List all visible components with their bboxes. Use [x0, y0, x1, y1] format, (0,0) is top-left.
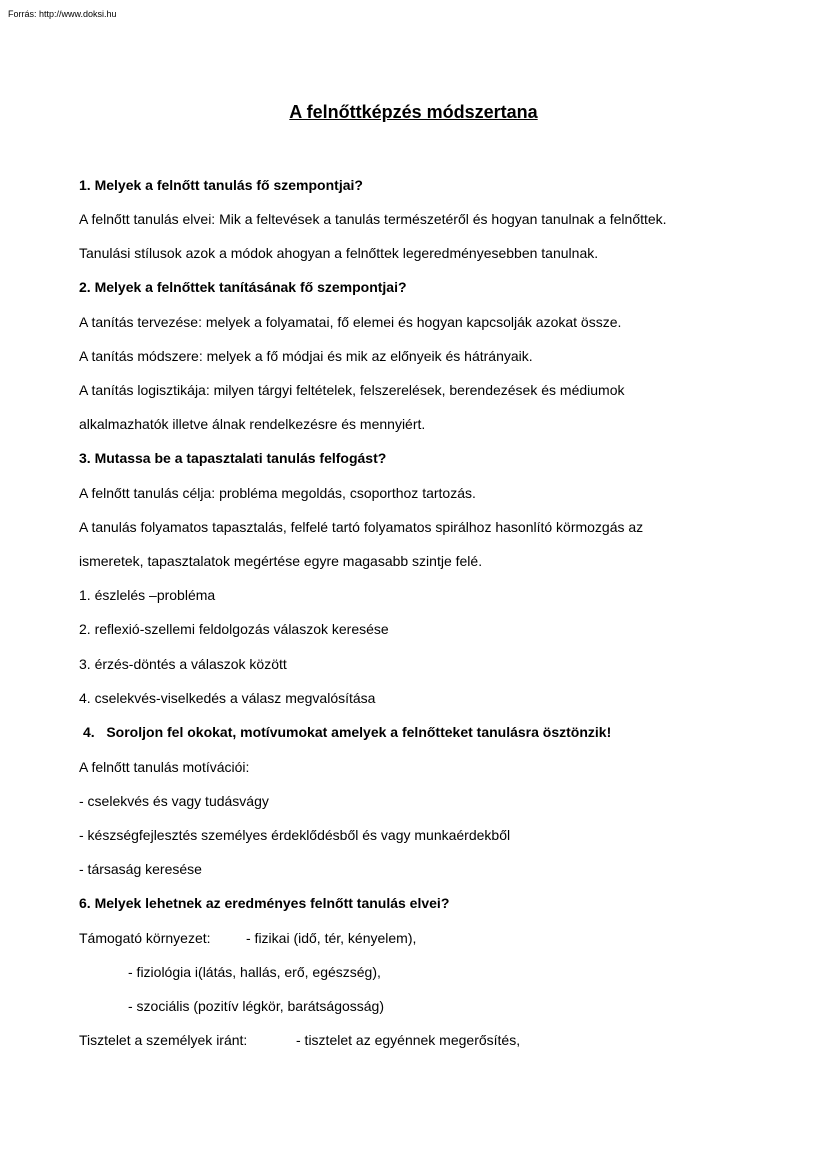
list-item: 2. reflexió-szellemi feldolgozás válaszok keresése	[79, 621, 389, 637]
paragraph: A felnőtt tanulás motívációi:	[79, 759, 250, 775]
paragraph: A tanítás módszere: melyek a fő módjai és mik az előnyeik és hátrányaik.	[79, 348, 533, 364]
list-item: - cselekvés és vagy tudásvágy	[79, 793, 269, 809]
question-6: 6. Melyek lehetnek az eredményes felnőtt tanulás elvei?	[79, 895, 450, 911]
paragraph: A felnőtt tanulás elvei: Mik a feltevések a tanulás természetéről és hogyan tanulnak a felnőttek.	[79, 211, 667, 227]
list-item: - fizikai (idő, tér, kényelem),	[246, 930, 417, 946]
list-item: 3. érzés-döntés a válaszok között	[79, 656, 287, 672]
paragraph-label: Támogató környezet:	[79, 930, 211, 946]
question-3: 3. Mutassa be a tapasztalati tanulás felfogást?	[79, 450, 387, 466]
paragraph-label: Tisztelet a személyek iránt:	[79, 1032, 248, 1048]
source-note: Forrás: http://www.doksi.hu	[8, 9, 117, 19]
paragraph: A tanítás tervezése: melyek a folyamatai, fő elemei és hogyan kapcsolják azokat össze.	[79, 314, 622, 330]
list-item: - szociális (pozitív légkör, barátságosság)	[128, 998, 384, 1014]
paragraph: A felnőtt tanulás célja: probléma megoldás, csoporthoz tartozás.	[79, 485, 476, 501]
question-2: 2. Melyek a felnőttek tanításának fő szempontjai?	[79, 279, 407, 295]
paragraph: A tanítás logisztikája: milyen tárgyi feltételek, felszerelések, berendezések és médiumok	[79, 382, 625, 398]
paragraph: alkalmazhatók illetve álnak rendelkezésre és mennyiért.	[79, 416, 426, 432]
list-item: - készségfejlesztés személyes érdeklődésből és vagy munkaérdekből	[79, 827, 511, 843]
list-item: - tisztelet az egyénnek megerősítés,	[296, 1032, 521, 1048]
list-item: - fiziológia i(látás, hallás, erő, egészség),	[128, 964, 381, 980]
paragraph: ismeretek, tapasztalatok megértése egyre magasabb szintje felé.	[79, 553, 483, 569]
paragraph: Tanulási stílusok azok a módok ahogyan a felnőttek legeredményesebben tanulnak.	[79, 245, 599, 261]
paragraph: A tanulás folyamatos tapasztalás, felfelé tartó folyamatos spirálhoz hasonlító körmozgás az	[79, 519, 644, 535]
page-title: A felnőttképzés módszertana	[289, 102, 538, 122]
list-item: - társaság keresése	[79, 861, 202, 877]
question-1: 1. Melyek a felnőtt tanulás fő szempontjai?	[79, 177, 363, 193]
list-item: 1. észlelés –probléma	[79, 587, 216, 603]
list-item: 4. cselekvés-viselkedés a válasz megvalósítása	[79, 690, 376, 706]
question-4: 4. Soroljon fel okokat, motívumokat amelyek a felnőtteket tanulásra ösztönzik!	[83, 724, 612, 740]
